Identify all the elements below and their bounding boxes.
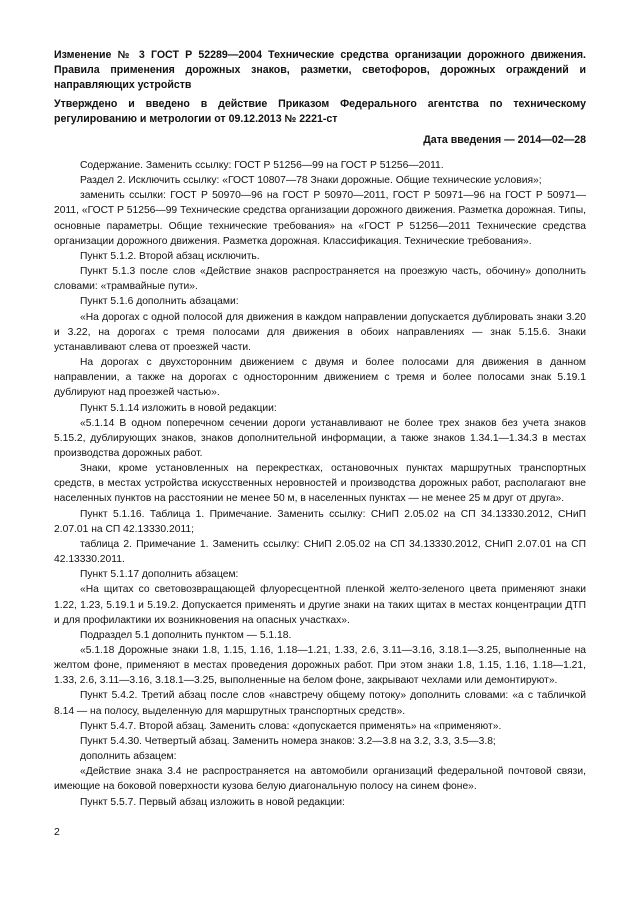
page-number: 2	[54, 826, 60, 838]
effective-date: Дата введения — 2014—02—28	[423, 134, 586, 146]
paragraph: Пункт 5.4.7. Второй абзац. Заменить слова: «допускается применять» на «применяют».	[80, 720, 502, 732]
paragraph: Пункт 5.1.17 дополнить абзацем:	[80, 569, 239, 581]
paragraph: Раздел 2. Исключить ссылку: «ГОСТ 10807—78 Знаки дорожные. Общие технические условия»;	[80, 175, 542, 187]
paragraph: Содержание. Заменить ссылку: ГОСТ Р 51256—99 на ГОСТ Р 51256—2011.	[80, 160, 444, 171]
paragraph: Пункт 5.1.6 дополнить абзацами:	[80, 296, 239, 308]
paragraph: На дорогах с двухсторонним движением с двумя и более полосами для движения в данном направлении, а также на дорогах с односторонним движением с тремя и более полосами знак 5.19.1 дублируют над проезжей частью».	[54, 357, 586, 399]
approval-statement: Утверждено и введено в действие Приказом Федерального агентства по техническому регулированию и метрологии от 09.12.2013 № 2221-ст	[54, 98, 586, 125]
paragraph: Подраздел 5.1 дополнить пунктом — 5.1.18.	[80, 629, 292, 641]
paragraph: «На дорогах с одной полосой для движения в каждом направлении допускается дублировать знаки 3.20 и 3.22, на дорогах с тремя полосами для движения в обоих направлениях — знак 5.15.6. Знаки устанавливают слева от проезжей части.	[54, 311, 586, 353]
paragraph: Знаки, кроме установленных на перекрестках, остановочных пунктах маршрутных транспортных средств, в местах устройства искусственных неровностей и производства дорожных работ, располагают вне населенных пунктов на расстоянии не менее 50 м, в населенных пунктах — не менее 25 м друг от друга».	[54, 463, 586, 505]
document-body	[54, 48, 586, 810]
paragraph: Пункт 5.1.2. Второй абзац исключить.	[80, 250, 260, 262]
paragraph: «Действие знака 3.4 не распространяется на автомобили организаций федеральной почтовой связи, имеющие на боковой поверхности кузова белую диагональную полосу на синем фоне».	[54, 766, 586, 793]
amendment-text	[54, 158, 586, 810]
paragraph: Пункт 5.4.2. Третий абзац после слов «навстречу общему потоку» дополнить словами: «а с табличкой 8.14 — на полосу, выделенную для маршрутных транспортных средств».	[54, 690, 586, 717]
paragraph: Пункт 5.4.30. Четвертый абзац. Заменить номера знаков: 3.2—3.8 на 3.2, 3.3, 3.5—3.8;	[80, 735, 496, 747]
paragraph: заменить ссылки: ГОСТ Р 50970—96 на ГОСТ Р 50970—2011, ГОСТ Р 50971—96 на ГОСТ Р 50971—2011, «ГОСТ Р 51256—99 Технические средства организации дорожного движения. Разметка дорожная. Типы, основные параметры. Общие технические требования» на «ГОСТ Р 51256—2011 Технические средства организации дорожного движения. Разметка дорожная. Классификация. Технические требования».	[54, 190, 586, 247]
paragraph: Пункт 5.1.16. Таблица 1. Примечание. Заменить ссылку: СНиП 2.05.02 на СП 34.13330.2012, СНиП 2.07.01 на СП 42.13330.2011;	[54, 508, 586, 535]
paragraph: таблица 2. Примечание 1. Заменить ссылку: СНиП 2.05.02 на СП 34.13330.2012, СНиП 2.07.01 на СП 42.13330.2011.	[54, 538, 586, 566]
paragraph: дополнить абзацем:	[80, 751, 177, 763]
paragraph: «5.1.14 В одном поперечном сечении дороги устанавливают не более трех знаков без учета знаков 5.15.2, дублирующих знаков, знаков дополнительной информации, а также знаков 1.34.1—1.34.3 в местах производства дорожных работ.	[54, 417, 586, 459]
paragraph: Пункт 5.5.7. Первый абзац изложить в новой редакции:	[80, 796, 345, 808]
paragraph: «На щитах со световозвращающей флуоресцентной пленкой желто-зеленого цвета применяют знаки 1.22, 1.23, 5.19.1 и 5.19.2. Допускается применять и другие знаки на таких щитах в местах концентрации ДТП и для профилактики их возникновения на опасных участках».	[54, 584, 586, 626]
paragraph: Пункт 5.1.14 изложить в новой редакции:	[80, 402, 277, 414]
amendment-title: Изменение № 3 ГОСТ Р 52289—2004 Технические средства организации дорожного движения. Правила применения дорожных знаков, разметки, светофоров, дорожных ограждений и направляющих устройств	[54, 49, 586, 91]
paragraph: «5.1.18 Дорожные знаки 1.8, 1.15, 1.16, 1.18—1.21, 1.33, 2.6, 3.11—3.16, 3.18.1—3.25, выполненные на желтом фоне, применяют в местах проведения дорожных работ. При этом знаки 1.8, 1.15, 1.16, 1.18—1.21, 1.33, 2.6, 3.11—3.16, 3.18.1—3.25, выполненные на белом фоне, закрывают чехлами или демонтируют».	[54, 645, 586, 687]
paragraph: Пункт 5.1.3 после слов «Действие знаков распространяется на проезжую часть, обочину» дополнить словами: «трамвайные пути».	[54, 266, 586, 293]
